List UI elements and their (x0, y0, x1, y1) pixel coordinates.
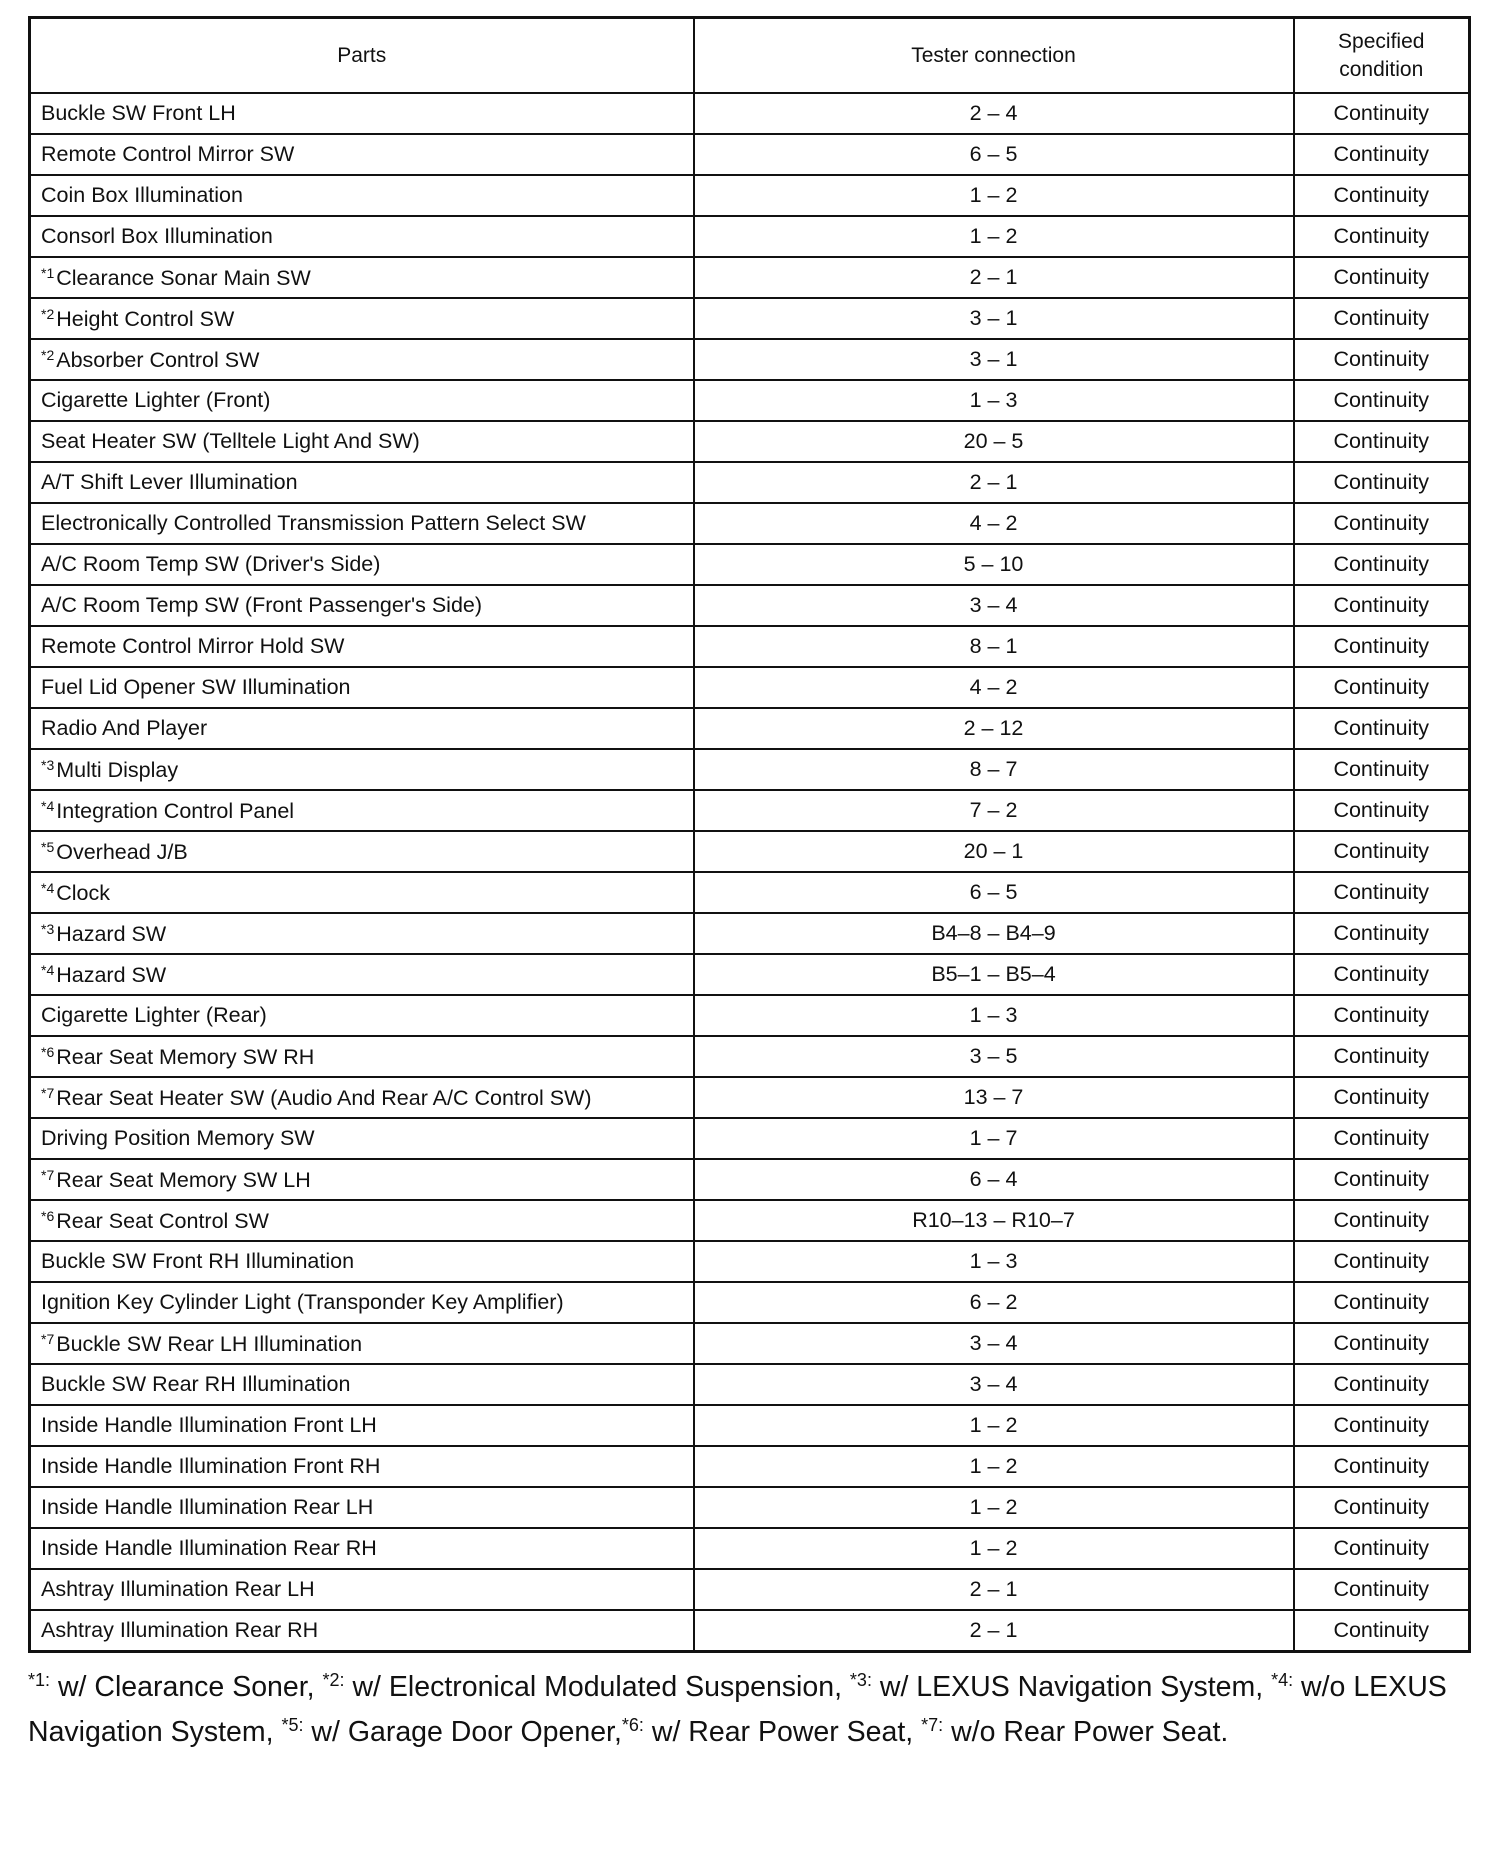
part-cell (30, 1036, 694, 1077)
footnote-text: w/ LEXUS Navigation System, (871, 1671, 1272, 1703)
tester-connection-cell: 2 – 12 (694, 708, 1294, 749)
specified-condition-cell: Continuity (1294, 667, 1470, 708)
tester-connection-cell: 3 – 5 (694, 1036, 1294, 1077)
part-name: Inside Handle Illumination Front LH (41, 1413, 377, 1437)
header-specified-condition: Specified condition (1294, 18, 1470, 94)
part-cell (30, 749, 694, 790)
part-name: Rear Seat Memory SW RH (56, 1044, 315, 1069)
tester-connection-cell: 2 – 1 (694, 1610, 1294, 1652)
tester-connection-cell: 2 – 4 (694, 93, 1294, 134)
table-row (30, 93, 1470, 134)
specified-condition-cell: Continuity (1294, 1446, 1470, 1487)
part-cell (30, 913, 694, 954)
table-row (30, 1610, 1470, 1652)
footnote-key: *5: (281, 1715, 304, 1735)
tester-connection-cell: 1 – 2 (694, 1487, 1294, 1528)
part-name: A/C Room Temp SW (Front Passenger's Side) (41, 593, 483, 617)
tester-connection-cell: 3 – 1 (694, 298, 1294, 339)
tester-connection-cell: 1 – 2 (694, 175, 1294, 216)
footnote-key: *3: (849, 1670, 872, 1690)
specified-condition-cell: Continuity (1294, 339, 1470, 380)
table-row (30, 462, 1470, 503)
specified-condition-cell: Continuity (1294, 544, 1470, 585)
part-name: Hazard SW (56, 921, 167, 946)
footnote-key: *2: (322, 1670, 345, 1690)
part-cell (30, 298, 694, 339)
table-row (30, 544, 1470, 585)
part-name: Rear Seat Heater SW (Audio And Rear A/C Control SW) (56, 1085, 592, 1110)
part-cell (30, 503, 694, 544)
table-row (30, 954, 1470, 995)
footnote-text: w/ Garage Door Opener, (303, 1716, 622, 1748)
specified-condition-cell: Continuity (1294, 1036, 1470, 1077)
part-name: Ashtray Illumination Rear LH (41, 1577, 315, 1601)
tester-connection-cell: B5–1 – B5–4 (694, 954, 1294, 995)
specified-condition-cell: Continuity (1294, 1200, 1470, 1241)
part-cell (30, 1159, 694, 1200)
table-row (30, 1077, 1470, 1118)
footnote-text: w/o LEXUS Navigation System, (28, 1671, 1447, 1748)
table-header-row (30, 18, 1470, 94)
tester-connection-cell: 6 – 5 (694, 134, 1294, 175)
tester-connection-cell: 20 – 5 (694, 421, 1294, 462)
specified-condition-cell: Continuity (1294, 175, 1470, 216)
tester-connection-cell: 1 – 2 (694, 1446, 1294, 1487)
specified-condition-cell: Continuity (1294, 421, 1470, 462)
footnote-key: *1: (28, 1670, 51, 1690)
part-name: Inside Handle Illumination Front RH (41, 1454, 381, 1478)
tester-connection-cell: 4 – 2 (694, 667, 1294, 708)
table-row (30, 626, 1470, 667)
table-row (30, 1159, 1470, 1200)
part-name: Height Control SW (56, 306, 235, 331)
tester-connection-cell: 6 – 2 (694, 1282, 1294, 1323)
table-body (30, 93, 1470, 1652)
table-row (30, 1569, 1470, 1610)
part-name: Hazard SW (56, 962, 167, 987)
specified-condition-cell: Continuity (1294, 1487, 1470, 1528)
part-cell (30, 93, 694, 134)
table-row (30, 339, 1470, 380)
table-row (30, 216, 1470, 257)
part-name: Ashtray Illumination Rear RH (41, 1618, 319, 1642)
tester-connection-cell: 7 – 2 (694, 790, 1294, 831)
footnote-text: w/ Rear Power Seat, (643, 1716, 922, 1748)
part-cell (30, 134, 694, 175)
table-row (30, 1487, 1470, 1528)
footnote-text: w/ Clearance Soner, (50, 1671, 323, 1703)
table-row (30, 790, 1470, 831)
footnote-mark: *3 (41, 756, 55, 773)
tester-connection-cell: 4 – 2 (694, 503, 1294, 544)
tester-connection-cell: 13 – 7 (694, 1077, 1294, 1118)
part-name: Consorl Box Illumination (41, 224, 273, 248)
part-cell (30, 626, 694, 667)
table-row (30, 1323, 1470, 1364)
tester-connection-cell: 1 – 7 (694, 1118, 1294, 1159)
table-row (30, 995, 1470, 1036)
table-row (30, 1405, 1470, 1446)
footnote-mark: *6 (41, 1043, 55, 1060)
part-name: Rear Seat Control SW (56, 1208, 269, 1233)
tester-connection-cell: 3 – 4 (694, 1323, 1294, 1364)
part-cell (30, 872, 694, 913)
footnote-key: *7: (921, 1715, 944, 1735)
footnote-mark: *6 (41, 1207, 55, 1224)
footnote-mark: *1 (41, 264, 55, 281)
specified-condition-cell: Continuity (1294, 380, 1470, 421)
specified-condition-cell: Continuity (1294, 995, 1470, 1036)
part-name: Buckle SW Front LH (41, 101, 236, 125)
specified-condition-cell: Continuity (1294, 1528, 1470, 1569)
footnote-text: w/ Electronical Modulated Suspension, (344, 1671, 850, 1703)
part-name: Absorber Control SW (56, 347, 260, 372)
part-name: Radio And Player (41, 716, 208, 740)
part-name: Clearance Sonar Main SW (56, 265, 311, 290)
specified-condition-cell: Continuity (1294, 462, 1470, 503)
specified-condition-cell: Continuity (1294, 872, 1470, 913)
footnote-mark: *7 (41, 1330, 55, 1347)
footnote-mark: *2 (41, 346, 55, 363)
specified-condition-cell: Continuity (1294, 134, 1470, 175)
table-row (30, 503, 1470, 544)
specified-condition-cell: Continuity (1294, 626, 1470, 667)
tester-connection-cell: 6 – 5 (694, 872, 1294, 913)
part-name: Fuel Lid Opener SW Illumination (41, 675, 351, 699)
part-cell (30, 995, 694, 1036)
part-cell (30, 1241, 694, 1282)
footnote-text: w/o Rear Power Seat. (943, 1716, 1229, 1748)
tester-connection-cell: 1 – 3 (694, 380, 1294, 421)
table-row (30, 913, 1470, 954)
table-row (30, 257, 1470, 298)
specified-condition-cell: Continuity (1294, 1569, 1470, 1610)
part-cell (30, 585, 694, 626)
tester-connection-cell: 5 – 10 (694, 544, 1294, 585)
table-row (30, 1446, 1470, 1487)
tester-connection-cell: 1 – 3 (694, 995, 1294, 1036)
part-cell (30, 462, 694, 503)
specified-condition-cell: Continuity (1294, 503, 1470, 544)
table-row (30, 749, 1470, 790)
header-parts: Parts (30, 18, 694, 94)
part-cell (30, 1282, 694, 1323)
specified-condition-cell: Continuity (1294, 913, 1470, 954)
specified-condition-cell: Continuity (1294, 1610, 1470, 1652)
part-cell (30, 1405, 694, 1446)
part-cell (30, 1569, 694, 1610)
footnote-mark: *7 (41, 1084, 55, 1101)
specified-condition-cell: Continuity (1294, 257, 1470, 298)
part-name: Inside Handle Illumination Rear RH (41, 1536, 377, 1560)
part-name: Clock (56, 880, 110, 905)
part-cell (30, 708, 694, 749)
part-name: A/C Room Temp SW (Driver's Side) (41, 552, 381, 576)
tester-connection-cell: 3 – 4 (694, 585, 1294, 626)
part-name: Driving Position Memory SW (41, 1126, 315, 1150)
footnote-key: *6: (621, 1715, 644, 1735)
part-cell (30, 1446, 694, 1487)
specified-condition-cell: Continuity (1294, 1282, 1470, 1323)
table-row (30, 175, 1470, 216)
table-row (30, 1282, 1470, 1323)
specified-condition-cell: Continuity (1294, 93, 1470, 134)
table-row (30, 872, 1470, 913)
specified-condition-cell: Continuity (1294, 1364, 1470, 1405)
specified-condition-cell: Continuity (1294, 1118, 1470, 1159)
table-row (30, 134, 1470, 175)
tester-connection-cell: 2 – 1 (694, 462, 1294, 503)
specified-condition-cell: Continuity (1294, 831, 1470, 872)
part-cell (30, 1528, 694, 1569)
specified-condition-cell: Continuity (1294, 298, 1470, 339)
table-row (30, 1528, 1470, 1569)
part-name: Remote Control Mirror Hold SW (41, 634, 345, 658)
footnote-key: *4: (1271, 1670, 1294, 1690)
tester-connection-cell: 1 – 2 (694, 216, 1294, 257)
part-name: Buckle SW Front RH Illumination (41, 1249, 355, 1273)
part-name: Seat Heater SW (Telltele Light And SW) (41, 429, 420, 453)
part-name: Coin Box Illumination (41, 183, 243, 207)
specified-condition-cell: Continuity (1294, 954, 1470, 995)
specified-condition-cell: Continuity (1294, 585, 1470, 626)
tester-connection-cell: 8 – 1 (694, 626, 1294, 667)
footnote-mark: *5 (41, 838, 55, 855)
table-row (30, 1241, 1470, 1282)
part-cell (30, 1487, 694, 1528)
part-cell (30, 421, 694, 462)
part-name: A/T Shift Lever Illumination (41, 470, 298, 494)
footnote-mark: *4 (41, 961, 55, 978)
part-cell (30, 1077, 694, 1118)
table-row (30, 1036, 1470, 1077)
part-name: Buckle SW Rear LH Illumination (56, 1331, 363, 1356)
header-tester-connection: Tester connection (694, 18, 1294, 94)
part-cell (30, 175, 694, 216)
specified-condition-cell: Continuity (1294, 1405, 1470, 1446)
table-row (30, 1118, 1470, 1159)
table-row (30, 667, 1470, 708)
specified-condition-cell: Continuity (1294, 749, 1470, 790)
part-name: Cigarette Lighter (Rear) (41, 1003, 267, 1027)
tester-connection-cell: 8 – 7 (694, 749, 1294, 790)
tester-connection-cell: 6 – 4 (694, 1159, 1294, 1200)
table-row (30, 380, 1470, 421)
part-name: Integration Control Panel (56, 798, 295, 823)
tester-connection-cell: 1 – 2 (694, 1405, 1294, 1446)
part-cell (30, 1200, 694, 1241)
part-cell (30, 954, 694, 995)
footnote-mark: *3 (41, 920, 55, 937)
tester-connection-cell: 3 – 4 (694, 1364, 1294, 1405)
table-row (30, 585, 1470, 626)
part-cell (30, 216, 694, 257)
table-row (30, 708, 1470, 749)
specified-condition-cell: Continuity (1294, 216, 1470, 257)
tester-connection-cell: 3 – 1 (694, 339, 1294, 380)
part-name: Buckle SW Rear RH Illumination (41, 1372, 351, 1396)
specified-condition-cell: Continuity (1294, 1323, 1470, 1364)
tester-connection-cell: 2 – 1 (694, 257, 1294, 298)
part-name: Ignition Key Cylinder Light (Transponder Key Amplifier) (41, 1290, 564, 1314)
part-cell (30, 257, 694, 298)
part-cell (30, 831, 694, 872)
table-row (30, 1364, 1470, 1405)
table-row (30, 421, 1470, 462)
part-cell (30, 1364, 694, 1405)
specified-condition-cell: Continuity (1294, 1077, 1470, 1118)
inspection-sheet (28, 16, 1468, 1751)
part-cell (30, 667, 694, 708)
part-cell (30, 544, 694, 585)
table-row (30, 298, 1470, 339)
footnote-mark: *2 (41, 305, 55, 322)
tester-connection-cell: 1 – 3 (694, 1241, 1294, 1282)
tester-connection-cell: B4–8 – B4–9 (694, 913, 1294, 954)
footnote (28, 1661, 1478, 1751)
table-row (30, 831, 1470, 872)
specified-condition-cell: Continuity (1294, 790, 1470, 831)
tester-connection-cell: R10–13 – R10–7 (694, 1200, 1294, 1241)
part-cell (30, 380, 694, 421)
part-cell (30, 1323, 694, 1364)
part-name: Remote Control Mirror SW (41, 142, 295, 166)
specified-condition-cell: Continuity (1294, 1159, 1470, 1200)
part-cell (30, 1610, 694, 1652)
part-name: Cigarette Lighter (Front) (41, 388, 271, 412)
part-name: Multi Display (56, 757, 179, 782)
table-row (30, 1200, 1470, 1241)
tester-connection-cell: 2 – 1 (694, 1569, 1294, 1610)
tester-connection-cell: 20 – 1 (694, 831, 1294, 872)
part-cell (30, 1118, 694, 1159)
specified-condition-cell: Continuity (1294, 708, 1470, 749)
continuity-spec-table (28, 16, 1471, 1653)
specified-condition-cell: Continuity (1294, 1241, 1470, 1282)
footnote-mark: *4 (41, 879, 55, 896)
part-name: Rear Seat Memory SW LH (56, 1167, 311, 1192)
part-cell (30, 790, 694, 831)
footnote-mark: *4 (41, 797, 55, 814)
part-name: Inside Handle Illumination Rear LH (41, 1495, 374, 1519)
footnote-mark: *7 (41, 1166, 55, 1183)
part-name: Overhead J/B (56, 839, 188, 864)
part-name: Electronically Controlled Transmission Pattern Select SW (41, 511, 586, 535)
part-cell (30, 339, 694, 380)
tester-connection-cell: 1 – 2 (694, 1528, 1294, 1569)
